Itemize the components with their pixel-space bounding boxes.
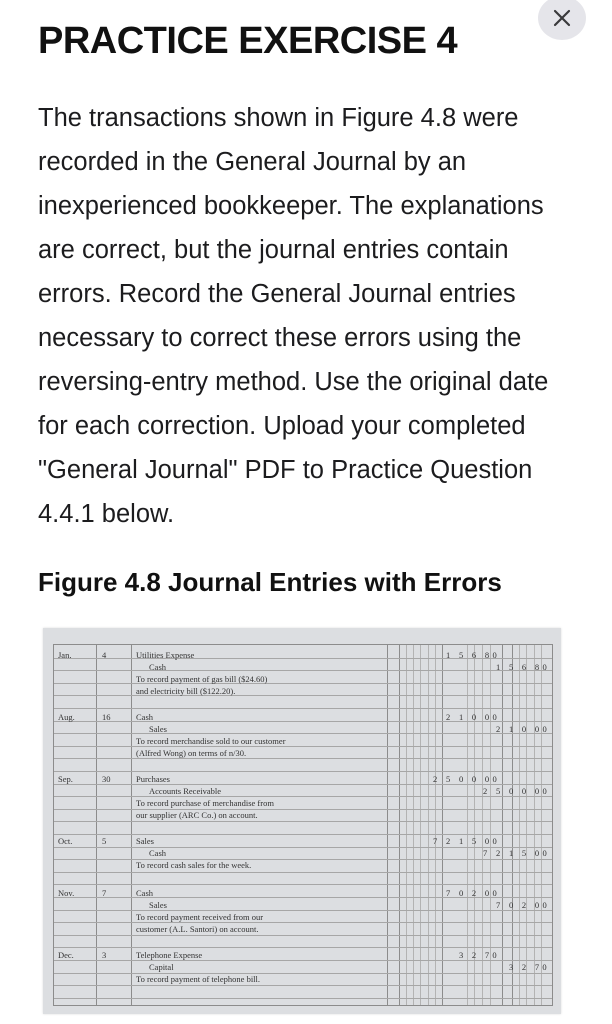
row-rule — [54, 985, 552, 986]
entry-credit-amount: 7 0 2 00 — [495, 900, 550, 910]
row-rule — [54, 733, 552, 734]
entry-day: 30 — [102, 774, 111, 784]
row-rule — [54, 746, 552, 747]
entry-month: Dec. — [58, 950, 74, 960]
entry-debit-amount: 3 2 70 — [458, 950, 500, 960]
entry-debit-account: Purchases — [136, 774, 170, 784]
column-rule — [552, 645, 553, 1005]
digit-rule — [526, 645, 527, 1005]
entry-credit-amount: 2 5 0 0 00 — [483, 786, 550, 796]
entry-debit-account: Cash — [136, 712, 153, 722]
entry-explanation-1: To record cash sales for the week. — [136, 860, 252, 870]
column-rule — [96, 645, 97, 1005]
row-rule — [54, 821, 552, 822]
digit-rule — [534, 645, 535, 1005]
row-rule — [54, 796, 552, 797]
column-rule — [399, 645, 400, 1005]
entry-month: Aug. — [58, 712, 75, 722]
row-rule — [54, 973, 552, 974]
entry-debit-amount: 1 5 6 80 — [445, 650, 500, 660]
entry-explanation-2: (Alfred Wong) on terms of n/30. — [136, 748, 247, 758]
entry-debit-amount: 7 2 1 5 00 — [433, 836, 500, 846]
entry-explanation-1: To record merchandise sold to our customer — [136, 736, 286, 746]
row-rule — [54, 771, 552, 772]
row-rule — [54, 998, 552, 999]
row-rule — [54, 935, 552, 936]
entry-debit-account: Telephone Expense — [136, 950, 203, 960]
entry-credit-account: Sales — [149, 724, 167, 734]
page-title: PRACTICE EXERCISE 4 — [38, 20, 458, 62]
entry-credit-account: Cash — [149, 848, 166, 858]
digit-rule — [435, 645, 436, 1005]
digit-rule — [420, 645, 421, 1005]
journal-figure — [43, 628, 561, 1014]
close-icon — [552, 8, 572, 28]
entry-month: Oct. — [58, 836, 73, 846]
row-rule — [54, 809, 552, 810]
row-rule — [54, 884, 552, 885]
entry-month: Jan. — [58, 650, 72, 660]
row-rule — [54, 910, 552, 911]
entry-day: 3 — [102, 950, 107, 960]
close-button[interactable] — [538, 0, 586, 40]
entry-debit-account: Sales — [136, 836, 154, 846]
journal-grid — [53, 644, 553, 1006]
entry-day: 7 — [102, 888, 107, 898]
entry-credit-amount: 2 1 0 00 — [495, 724, 550, 734]
entry-credit-account: Accounts Receivable — [149, 786, 221, 796]
entry-explanation-1: To record purchase of merchandise from — [136, 798, 274, 808]
entry-debit-amount: 2 5 0 0 00 — [433, 774, 500, 784]
entry-day: 5 — [102, 836, 107, 846]
row-rule — [54, 670, 552, 671]
row-rule — [54, 683, 552, 684]
entry-month: Nov. — [58, 888, 75, 898]
row-rule — [54, 695, 552, 696]
digit-rule — [428, 645, 429, 1005]
entry-credit-account: Cash — [149, 662, 166, 672]
digit-rule — [406, 645, 407, 1005]
entry-debit-account: Cash — [136, 888, 153, 898]
row-rule — [54, 872, 552, 873]
figure-title: Figure 4.8 Journal Entries with Errors — [38, 567, 502, 597]
entry-debit-amount: 2 1 0 00 — [445, 712, 500, 722]
column-rule — [442, 645, 443, 1005]
entry-debit-amount: 7 0 2 00 — [445, 888, 500, 898]
column-rule — [502, 645, 503, 1005]
entry-credit-amount: 1 5 6 80 — [495, 662, 550, 672]
entry-explanation-1: To record payment of telephone bill. — [136, 974, 261, 984]
instructions-paragraph: The transactions shown in Figure 4.8 were recorded in the General Journal by an inexperienced bookkeeper. The explanations are correct, but the journal entries contain errors. Record the General Journal entries necessary to correct these errors using the reversing-entry method. Use the original date for each correction. Upload your completed "General Journal" PDF to Practice Question 4.4.1 below. — [38, 104, 549, 528]
entry-day: 16 — [102, 712, 111, 722]
entry-explanation-1: To record payment of gas bill ($24.60) — [136, 674, 268, 684]
row-rule — [54, 847, 552, 848]
entry-explanation-1: To record payment received from our — [136, 912, 264, 922]
entry-month: Sep. — [58, 774, 73, 784]
digit-rule — [413, 645, 414, 1005]
column-rule — [131, 645, 132, 1005]
column-rule — [512, 645, 513, 1005]
entry-credit-account: Capital — [149, 962, 174, 972]
entry-credit-account: Sales — [149, 900, 167, 910]
row-rule — [54, 758, 552, 759]
digit-rule — [541, 645, 542, 1005]
entry-credit-amount: 7 2 1 5 00 — [483, 848, 550, 858]
entry-explanation-2: and electricity bill ($122.20). — [136, 686, 236, 696]
digit-rule — [519, 645, 520, 1005]
entry-explanation-2: customer (A.L. Santori) on account. — [136, 924, 259, 934]
entry-day: 4 — [102, 650, 107, 660]
row-rule — [54, 859, 552, 860]
entry-debit-account: Utilities Expense — [136, 650, 195, 660]
row-rule — [54, 947, 552, 948]
entry-credit-amount: 3 2 70 — [508, 962, 550, 972]
row-rule — [54, 708, 552, 709]
entry-explanation-2: our supplier (ARC Co.) on account. — [136, 810, 258, 820]
row-rule — [54, 922, 552, 923]
column-rule — [387, 645, 388, 1005]
